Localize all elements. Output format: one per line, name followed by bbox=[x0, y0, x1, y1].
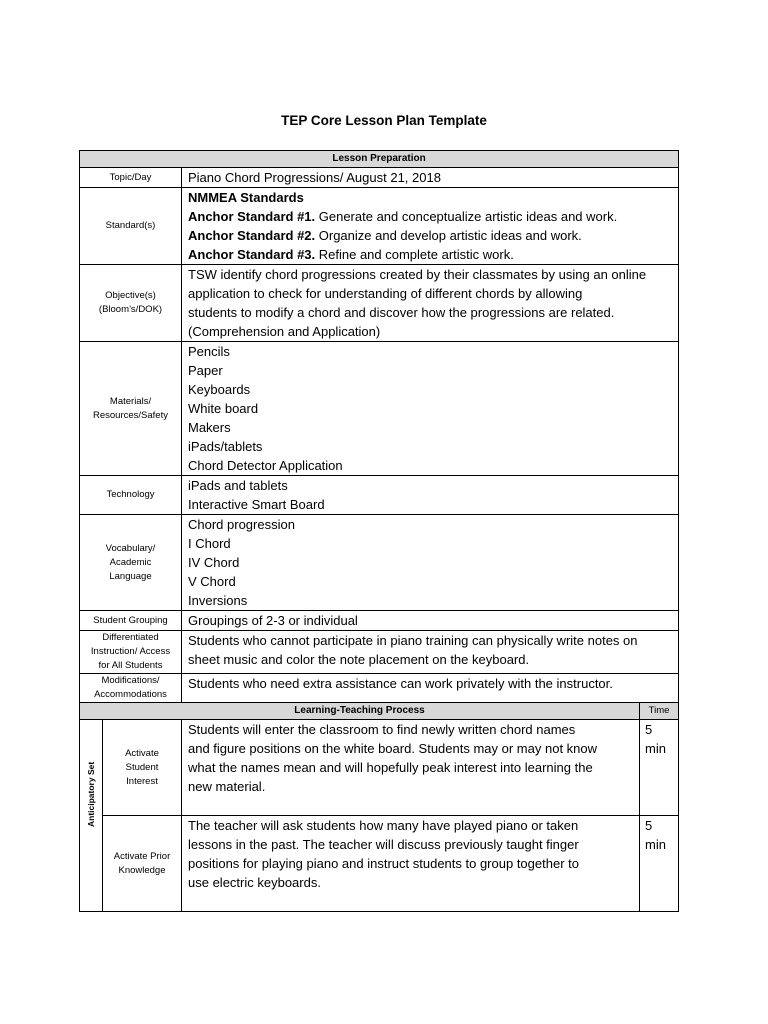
activity-label: Activate Student Interest bbox=[103, 720, 182, 816]
list-item: Chord Detector Application bbox=[188, 458, 343, 473]
activity-row bbox=[80, 816, 679, 912]
lesson-preparation-header-row bbox=[80, 151, 679, 168]
list-item: I Chord bbox=[188, 536, 231, 551]
technology-row bbox=[80, 476, 679, 515]
vocabulary-value bbox=[182, 515, 679, 611]
list-item: Paper bbox=[188, 363, 223, 378]
modifications-label: Modifications/ Accommodations bbox=[80, 674, 182, 703]
objectives-label: Objective(s) (Bloom’s/DOK) bbox=[80, 265, 182, 342]
grouping-value: Groupings of 2-3 or individual bbox=[182, 611, 679, 631]
standards-heading: NMMEA Standards bbox=[188, 190, 304, 205]
list-item: Interactive Smart Board bbox=[188, 497, 325, 512]
learning-process-header-row bbox=[80, 703, 679, 720]
list-item: iPads/tablets bbox=[188, 439, 263, 454]
standards-row bbox=[80, 188, 679, 265]
materials-label: Materials/ Resources/Safety bbox=[80, 342, 182, 476]
list-item: Inversions bbox=[188, 593, 248, 608]
anticipatory-set-label: Anticipatory Set bbox=[80, 720, 103, 912]
modifications-row bbox=[80, 674, 679, 703]
activity-time: 5 min bbox=[640, 816, 679, 912]
document-title: TEP Core Lesson Plan Template bbox=[281, 113, 487, 128]
list-item: IV Chord bbox=[188, 555, 240, 570]
learning-process-header: Learning-Teaching Process bbox=[80, 703, 640, 720]
list-item: Makers bbox=[188, 420, 231, 435]
materials-value bbox=[182, 342, 679, 476]
time-header: Time bbox=[640, 703, 679, 720]
list-item: Pencils bbox=[188, 344, 230, 359]
grouping-row bbox=[80, 611, 679, 631]
activity-label: Activate Prior Knowledge bbox=[103, 816, 182, 912]
list-item: White board bbox=[188, 401, 259, 416]
standard-item: Anchor Standard #2. Organize and develop artistic ideas and work. bbox=[188, 228, 582, 243]
modifications-value: Students who need extra assistance can work privately with the instructor. bbox=[182, 674, 679, 703]
activity-description: The teacher will ask students how many have played piano or taken lessons in the past. The teacher will discuss previously taught finger positions for playing piano and instruct students to group together to use electric keyboards. bbox=[182, 816, 640, 912]
standards-value bbox=[182, 188, 679, 265]
vocabulary-label: Vocabulary/ Academic Language bbox=[80, 515, 182, 611]
technology-label: Technology bbox=[80, 476, 182, 515]
differentiated-label: Differentiated Instruction/ Access for All Students bbox=[80, 631, 182, 674]
topic-value: Piano Chord Progressions/ August 21, 2018 bbox=[182, 168, 679, 188]
objectives-value: TSW identify chord progressions created by their classmates by using an online application to check for understanding of different chords by allowing students to modify a chord and discover how the progressions are related. (Comprehension and Application) bbox=[182, 265, 679, 342]
standards-label: Standard(s) bbox=[80, 188, 182, 265]
list-item: V Chord bbox=[188, 574, 236, 589]
list-item: Chord progression bbox=[188, 517, 295, 532]
lesson-preparation-header: Lesson Preparation bbox=[80, 151, 679, 168]
topic-label: Topic/Day bbox=[80, 168, 182, 188]
objectives-row bbox=[80, 265, 679, 342]
activity-time: 5 min bbox=[640, 720, 679, 816]
vocabulary-row bbox=[80, 515, 679, 611]
lesson-plan-table bbox=[79, 150, 679, 912]
grouping-label: Student Grouping bbox=[80, 611, 182, 631]
materials-row bbox=[80, 342, 679, 476]
topic-row bbox=[80, 168, 679, 188]
standard-item: Anchor Standard #1. Generate and conceptualize artistic ideas and work. bbox=[188, 209, 618, 224]
activity-row bbox=[80, 720, 679, 816]
standard-item: Anchor Standard #3. Refine and complete artistic work. bbox=[188, 247, 514, 262]
list-item: Keyboards bbox=[188, 382, 251, 397]
activity-description: Students will enter the classroom to find newly written chord names and figure positions on the white board. Students may or may not know what the names mean and will hopefully peak interest into learning the new material. bbox=[182, 720, 640, 816]
differentiated-row bbox=[80, 631, 679, 674]
differentiated-value: Students who cannot participate in piano training can physically write notes on sheet music and color the note placement on the keyboard. bbox=[182, 631, 679, 674]
list-item: iPads and tablets bbox=[188, 478, 288, 493]
technology-value bbox=[182, 476, 679, 515]
